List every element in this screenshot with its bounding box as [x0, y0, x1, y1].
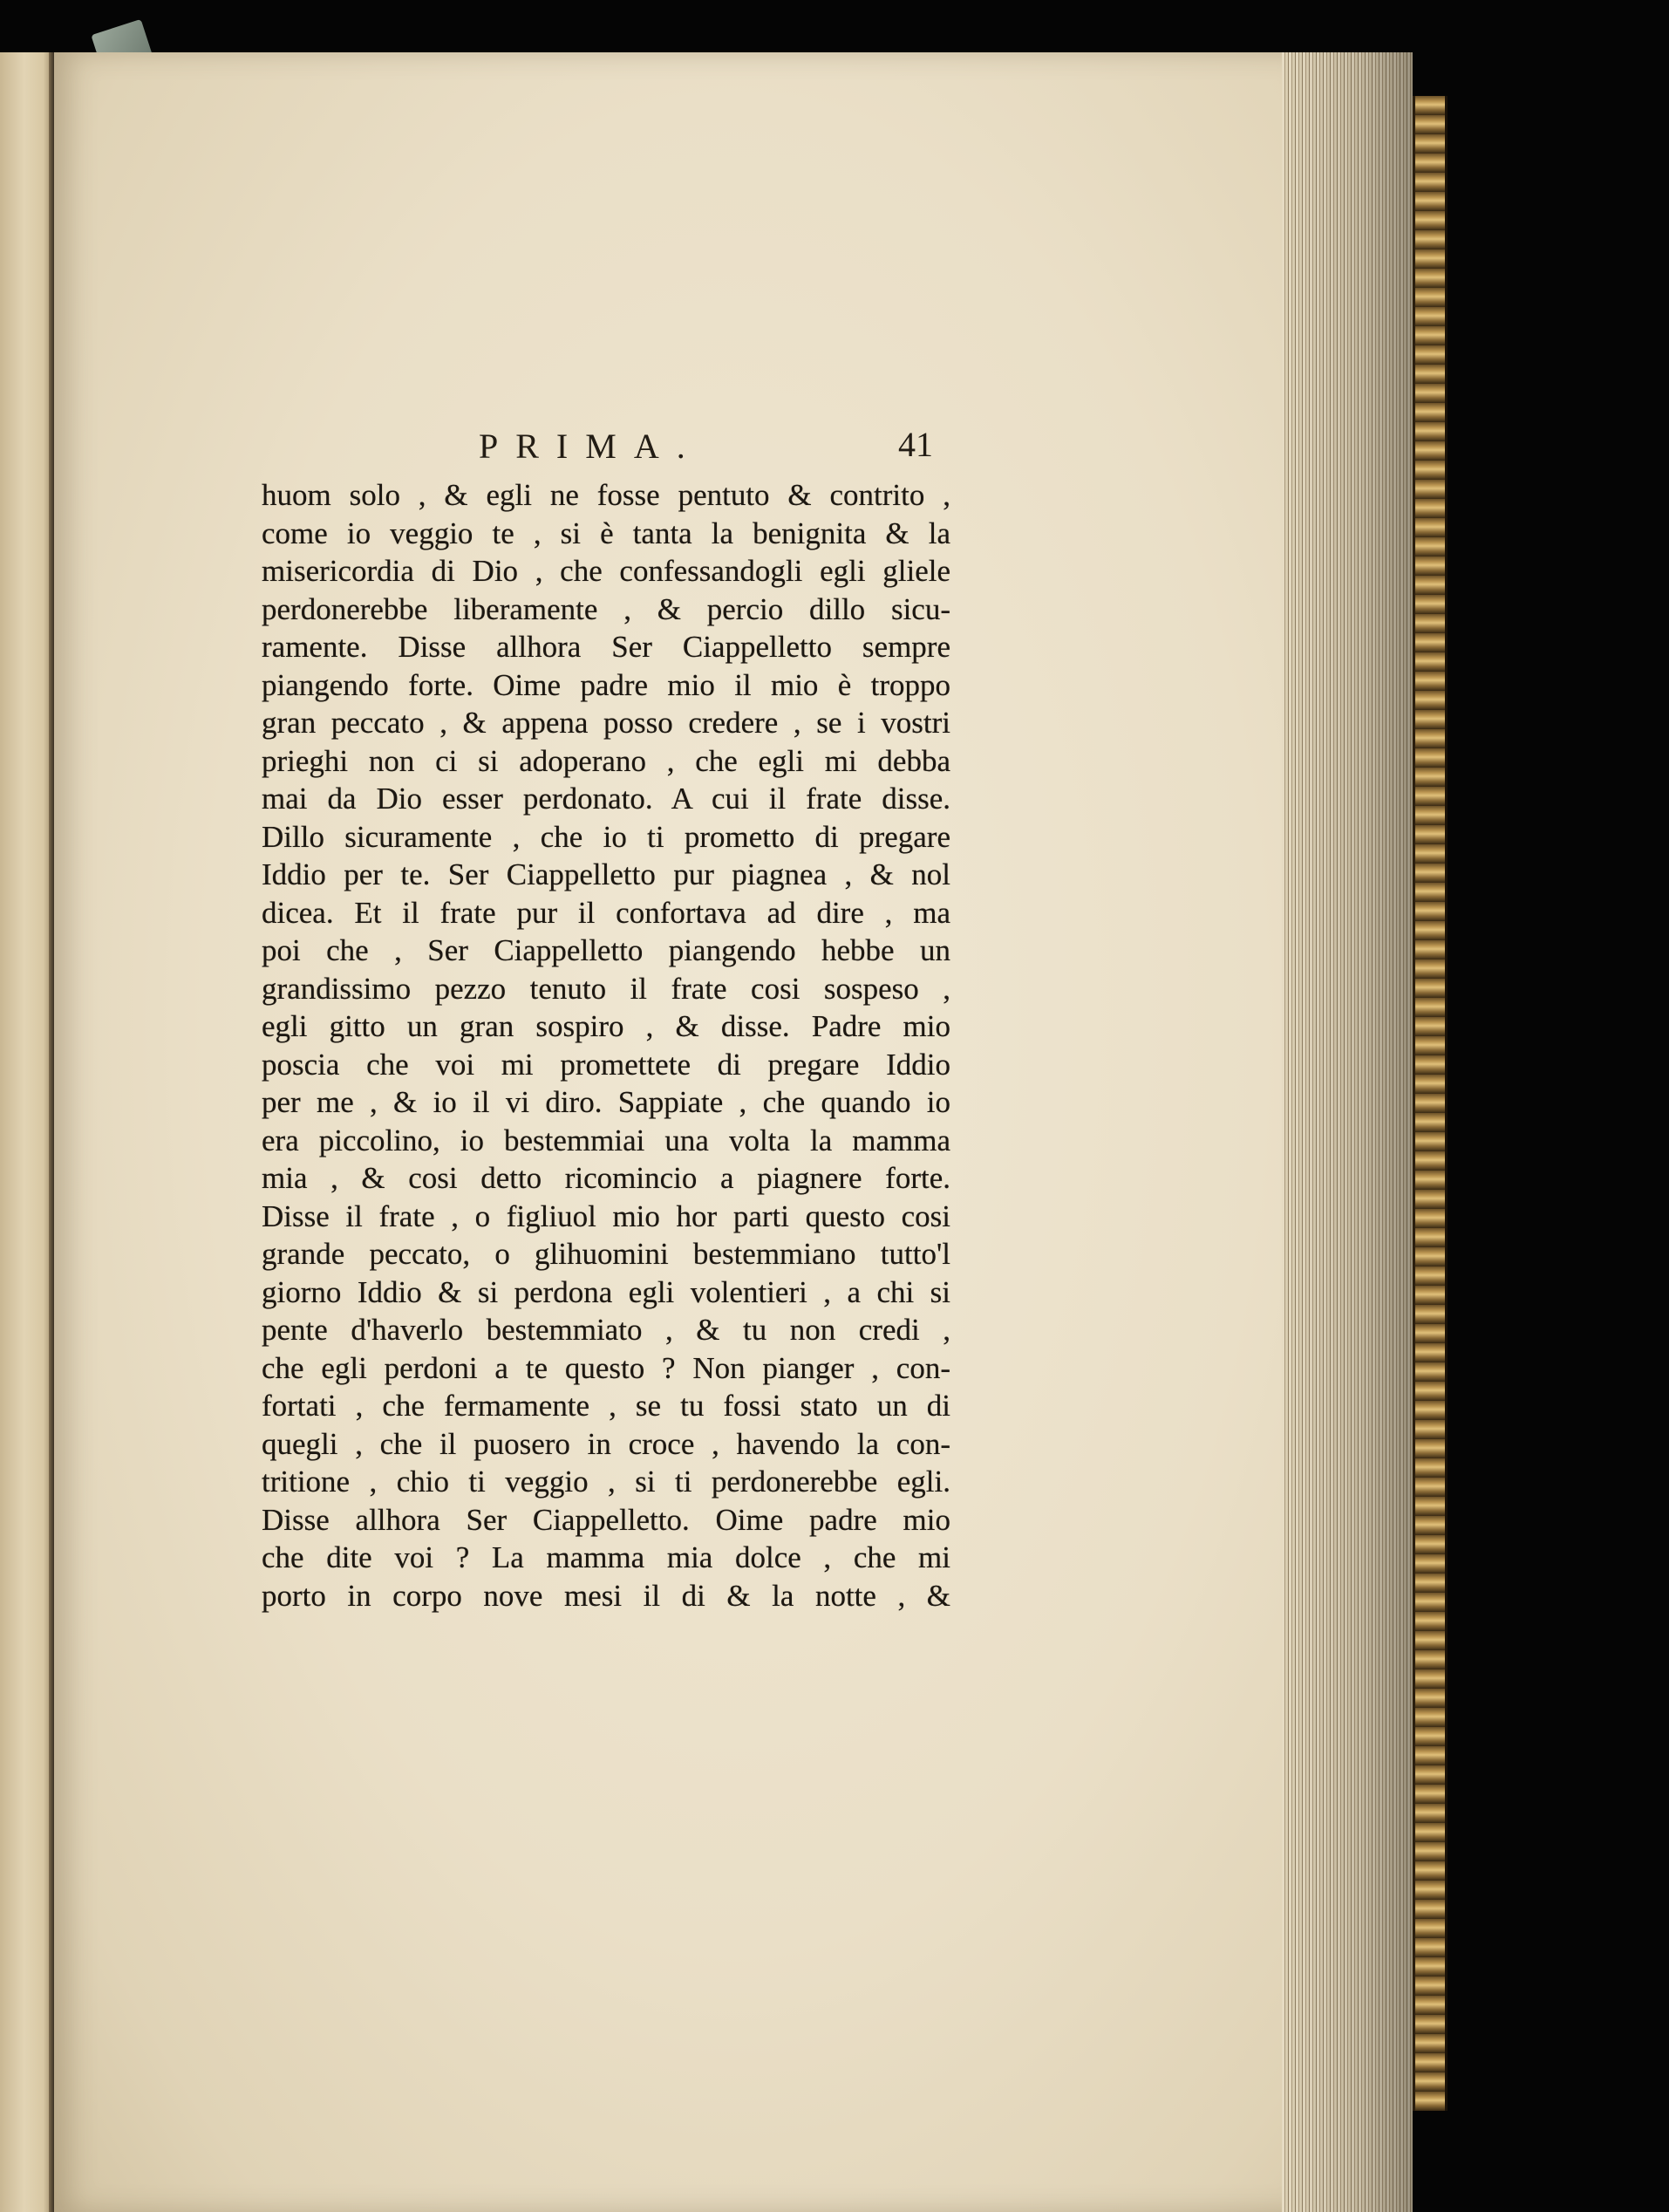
- text-line: Disse il frate , o figliuol mio hor parti questo cosi: [262, 1198, 950, 1233]
- text-line: Dillo sicuramente , che io ti prometto di pregare: [262, 819, 950, 854]
- text-line: huom solo , & egli ne fosse pentuto & contrito ,: [262, 478, 950, 512]
- text-line: grandissimo pezzo tenuto il frate cosi sospeso ,: [262, 971, 950, 1006]
- text-line: poscia che voi mi promettete di pregare Iddio: [262, 1047, 950, 1082]
- text-line: era piccolino, io bestemmiai una volta la mamma: [262, 1123, 950, 1157]
- text-line: mia , & cosi detto ricomincio a piagnere forte.: [262, 1161, 950, 1195]
- text-line: Disse allhora Ser Ciappelletto. Oime padre mio: [262, 1502, 950, 1537]
- text-line: pente d'haverlo bestemmiato , & tu non credi ,: [262, 1313, 950, 1347]
- page-number: 41: [898, 425, 933, 464]
- text-line: come io veggio te , si è tanta la benignita & la: [262, 515, 950, 550]
- text-line: perdonerebbe liberamente , & percio dillo sicu-: [262, 591, 950, 626]
- decorated-spine: [1413, 96, 1448, 2111]
- text-line: tritione , chio ti veggio , si ti perdonerebbe egli.: [262, 1464, 950, 1499]
- running-title: PRIMA.: [479, 427, 703, 466]
- page-edges: [1282, 52, 1413, 2212]
- text-line: quegli , che il puosero in croce , havendo la con-: [262, 1426, 950, 1461]
- body-text: [262, 476, 950, 1615]
- text-line: egli gitto un gran sospiro , & disse. Padre mio: [262, 1009, 950, 1043]
- text-line: fortati , che fermamente , se tu fossi stato un di: [262, 1389, 950, 1423]
- text-line: piangendo forte. Oime padre mio il mio è troppo: [262, 667, 950, 702]
- previous-page-edge: [0, 52, 54, 2212]
- text-line: prieghi non ci si adoperano , che egli mi debba: [262, 743, 950, 778]
- text-line: giorno Iddio & si perdona egli volentieri , a chi si: [262, 1274, 950, 1309]
- text-line: mai da Dio esser perdonato. A cui il frate disse.: [262, 782, 950, 816]
- text-line: gran peccato , & appena posso credere , se i vostri: [262, 706, 950, 740]
- text-line: che egli perdoni a te questo ? Non pianger , con-: [262, 1350, 950, 1385]
- text-line: ramente. Disse allhora Ser Ciappelletto sempre: [262, 630, 950, 664]
- text-block: [262, 422, 950, 1615]
- text-line: misericordia di Dio , che confessandogli egli gliele: [262, 554, 950, 588]
- text-line: che dite voi ? La mamma mia dolce , che mi: [262, 1540, 950, 1574]
- text-line: porto in corpo nove mesi il di & la notte , &: [262, 1578, 950, 1613]
- text-line: Iddio per te. Ser Ciappelletto pur piagnea , & nol: [262, 857, 950, 891]
- text-line: dicea. Et il frate pur il confortava ad dire , ma: [262, 895, 950, 930]
- text-line: poi che , Ser Ciappelletto piangendo hebbe un: [262, 933, 950, 967]
- text-line: grande peccato, o glihuomini bestemmiano tutto'l: [262, 1237, 950, 1271]
- running-head: [262, 422, 950, 476]
- text-line: per me , & io il vi diro. Sappiate , che quando io: [262, 1085, 950, 1119]
